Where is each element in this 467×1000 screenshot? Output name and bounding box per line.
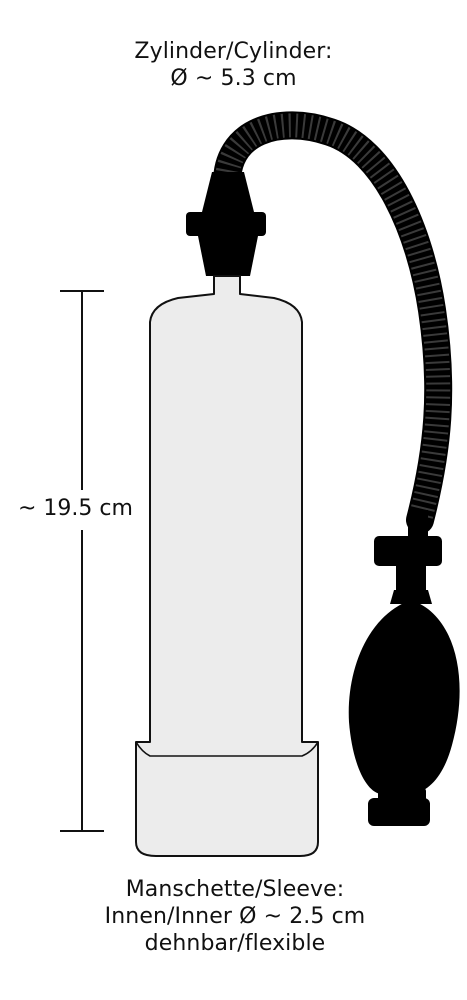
sleeve-title: Manschette/Sleeve:: [125, 877, 345, 902]
height-label: ~ 19.5 cm: [18, 496, 133, 521]
pump-bulb-assembly: [349, 510, 460, 826]
cylinder-label: [0, 38, 467, 92]
sleeve-label: [40, 876, 430, 957]
cylinder-title: Zylinder/Cylinder:: [134, 39, 333, 64]
sleeve-inner-diameter: Innen/Inner Ø ~ 2.5 cm: [104, 904, 366, 929]
sleeve-flexibility: dehnbar/flexible: [144, 931, 326, 956]
cylinder-valve-connector: [186, 172, 266, 276]
height-dimension-line: [60, 291, 104, 831]
cylinder-diameter: Ø ~ 5.3 cm: [170, 66, 297, 91]
cylinder-body: [136, 276, 318, 856]
